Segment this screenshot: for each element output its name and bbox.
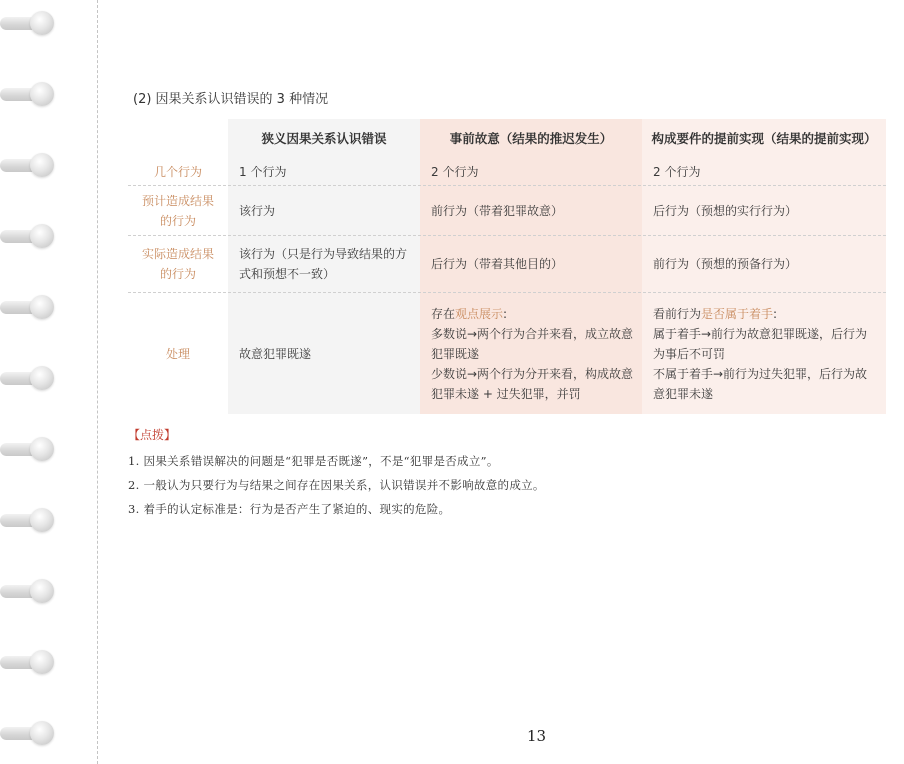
cell-text: : — [773, 306, 778, 321]
tip-item: 3. 着手的认定标准是：行为是否产生了紧迫的、现实的危险。 — [128, 502, 451, 516]
table-cell: 前行为（带着犯罪故意） — [431, 203, 564, 218]
table-cell: 2 个行为 — [653, 165, 701, 179]
table-cell: 该行为 — [239, 203, 276, 218]
table-cell: 故意犯罪既遂 — [239, 346, 312, 361]
row-label: 实际造成结果的行为 — [141, 247, 214, 281]
table-cell — [420, 293, 642, 414]
table-row — [128, 236, 886, 293]
margin-divider — [97, 0, 98, 764]
highlight-text: 是否属于着手 — [701, 306, 774, 321]
cell-text: 多数说→两个行为合并来看，成立故意犯罪既遂 — [431, 326, 634, 361]
cell-text: 看前行为 — [653, 306, 702, 321]
table-cell: 2 个行为 — [431, 165, 479, 179]
row-label: 预计造成结果的行为 — [141, 193, 214, 228]
table-cell — [642, 293, 886, 414]
header-cell — [128, 119, 228, 159]
binder-ring — [0, 648, 58, 678]
binder-ring — [0, 506, 58, 536]
comparison-table — [128, 119, 886, 414]
binder-ring — [0, 151, 58, 181]
binder-ring — [0, 364, 58, 394]
header-cell: 事前故意（结果的推迟发生） — [449, 131, 613, 146]
cell-text: 存在 — [431, 306, 456, 321]
cell-text: 属于着手→前行为故意犯罪既遂，后行为为事后不可罚 — [653, 326, 868, 361]
binder-ring — [0, 9, 58, 39]
table-cell: 前行为（预想的预备行为） — [653, 257, 798, 271]
tips-section — [128, 426, 545, 521]
cell-text: 少数说→两个行为分开来看，构成故意犯罪未遂 + 过失犯罪，并罚 — [431, 366, 634, 401]
binder-ring — [0, 80, 58, 110]
section-title: (2) 因果关系认识错误的 3 种情况 — [133, 92, 329, 107]
tips-title: 【点拨】 — [128, 428, 177, 442]
binder-ring — [0, 222, 58, 252]
notebook-rings — [0, 0, 70, 764]
highlight-text: 观点展示 — [455, 306, 504, 321]
binder-ring — [0, 719, 58, 749]
binder-ring — [0, 293, 58, 323]
header-cell: 构成要件的提前实现（结果的提前实现） — [651, 131, 877, 146]
table-row — [128, 293, 886, 414]
tip-item: 2. 一般认为只要行为与结果之间存在因果关系，认识错误并不影响故意的成立。 — [128, 478, 545, 492]
row-label: 处理 — [165, 346, 190, 361]
table-cell: 1 个行为 — [239, 165, 287, 179]
binder-ring — [0, 435, 58, 465]
header-cell: 狭义因果关系认识错误 — [261, 131, 387, 146]
page-number: 13 — [527, 727, 547, 745]
table-row — [128, 186, 886, 236]
cell-text: : — [503, 306, 508, 321]
binder-ring — [0, 577, 58, 607]
table-cell: 该行为（只是行为导致结果的方式和预想不一致） — [239, 247, 408, 281]
table-cell: 后行为（预想的实行行为） — [653, 203, 798, 218]
tip-item: 1. 因果关系错误解决的问题是“犯罪是否既遂”，不是“犯罪是否成立”。 — [128, 454, 499, 468]
cell-text: 不属于着手→前行为过失犯罪，后行为故意犯罪未遂 — [653, 366, 868, 401]
table-header-row — [128, 119, 886, 159]
table-row — [128, 159, 886, 186]
table-cell: 后行为（带着其他目的） — [431, 257, 564, 271]
row-label: 几个行为 — [153, 165, 202, 179]
